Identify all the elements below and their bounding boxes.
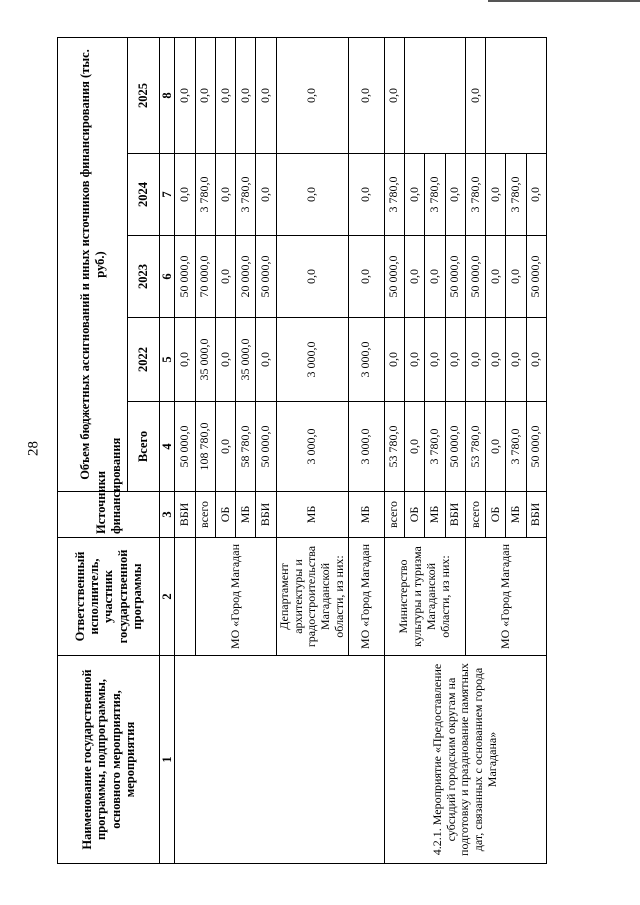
table-row xyxy=(175,38,195,864)
value-cell-empty xyxy=(404,38,465,154)
value-cell: 0,0 xyxy=(175,318,195,402)
value-cell: 0,0 xyxy=(256,38,276,154)
value-cell: 0,0 xyxy=(526,154,546,236)
event-name-cell: 4.2.1. Мероприятие «Предоставление субсидий городским округам на подготовку и празднование памятных дат, связанных с основанием города Магадана» xyxy=(384,656,546,864)
value-cell: 0,0 xyxy=(276,236,348,318)
value-cell: 3 000,0 xyxy=(276,402,348,492)
value-cell: 0,0 xyxy=(348,154,384,236)
name-cell-empty xyxy=(175,656,384,864)
value-cell: 70 000,0 xyxy=(195,236,215,318)
value-cell: 3 780,0 xyxy=(506,154,526,236)
value-cell: 3 780,0 xyxy=(425,154,445,236)
value-cell: 3 000,0 xyxy=(348,318,384,402)
value-cell: 50 000,0 xyxy=(175,402,195,492)
col-number: 8 xyxy=(160,38,175,154)
value-cell: 3 780,0 xyxy=(195,154,215,236)
value-cell: 50 000,0 xyxy=(445,402,465,492)
value-cell: 0,0 xyxy=(404,236,424,318)
col-number: 7 xyxy=(160,154,175,236)
value-cell: 0,0 xyxy=(276,154,348,236)
value-cell: 0,0 xyxy=(384,318,404,402)
value-cell: 58 780,0 xyxy=(236,402,256,492)
value-cell: 0,0 xyxy=(486,402,506,492)
executor-cell: МО «Город Магадан xyxy=(195,538,276,656)
source-cell: ВБИ xyxy=(256,492,276,538)
source-cell: всего xyxy=(195,492,215,538)
source-cell: МБ xyxy=(276,492,348,538)
value-cell: 0,0 xyxy=(256,154,276,236)
value-cell: 3 780,0 xyxy=(384,154,404,236)
executor-cell-empty xyxy=(175,538,195,656)
value-cell: 0,0 xyxy=(526,318,546,402)
value-cell: 0,0 xyxy=(486,154,506,236)
value-cell: 0,0 xyxy=(348,38,384,154)
header-2023: 2023 xyxy=(128,236,160,318)
source-cell: МБ xyxy=(236,492,256,538)
header-executor: Ответственный исполнитель, участник государственной программы xyxy=(58,538,160,656)
value-cell: 0,0 xyxy=(256,318,276,402)
col-number: 5 xyxy=(160,318,175,402)
value-cell: 0,0 xyxy=(276,38,348,154)
value-cell: 0,0 xyxy=(465,318,485,402)
value-cell: 3 780,0 xyxy=(425,402,445,492)
value-cell: 0,0 xyxy=(236,38,256,154)
executor-cell: МО «Город Магадан xyxy=(348,538,384,656)
value-cell: 50 000,0 xyxy=(384,236,404,318)
value-cell: 35 000,0 xyxy=(195,318,215,402)
value-cell: 0,0 xyxy=(175,154,195,236)
value-cell: 53 780,0 xyxy=(465,402,485,492)
value-cell: 20 000,0 xyxy=(236,236,256,318)
value-cell: 0,0 xyxy=(215,154,235,236)
value-cell: 108 780,0 xyxy=(195,402,215,492)
value-cell: 0,0 xyxy=(486,236,506,318)
value-cell: 50 000,0 xyxy=(526,402,546,492)
value-cell: 0,0 xyxy=(425,236,445,318)
header-2025: 2025 xyxy=(128,38,160,154)
budget-table xyxy=(57,37,547,864)
header-total: Всего xyxy=(128,402,160,492)
value-cell: 0,0 xyxy=(175,38,195,154)
executor-cell: МО «Город Магадан xyxy=(465,538,546,656)
source-cell: МБ xyxy=(506,492,526,538)
value-cell: 0,0 xyxy=(404,318,424,402)
source-cell: МБ xyxy=(425,492,445,538)
value-cell-empty xyxy=(486,38,547,154)
value-cell: 50 000,0 xyxy=(256,402,276,492)
col-number: 4 xyxy=(160,402,175,492)
value-cell: 0,0 xyxy=(506,236,526,318)
value-cell: 3 000,0 xyxy=(348,402,384,492)
header-budget-group: Объем бюджетных ассигнований и иных источников финансирования (тыс. руб.) xyxy=(58,38,128,492)
table-row xyxy=(384,38,404,864)
value-cell: 0,0 xyxy=(348,236,384,318)
source-cell: ВБИ xyxy=(445,492,465,538)
value-cell: 0,0 xyxy=(215,38,235,154)
source-cell: ВБИ xyxy=(526,492,546,538)
source-cell: ОБ xyxy=(486,492,506,538)
header-2022: 2022 xyxy=(128,318,160,402)
rotated-table-container xyxy=(57,38,547,864)
header-2024: 2024 xyxy=(128,154,160,236)
col-number: 1 xyxy=(160,656,175,864)
header-source: Источники финансирования xyxy=(58,492,160,538)
top-rule xyxy=(488,0,640,2)
page-number: 28 xyxy=(25,441,42,456)
value-cell: 50 000,0 xyxy=(256,236,276,318)
value-cell: 0,0 xyxy=(195,38,215,154)
value-cell: 0,0 xyxy=(384,38,404,154)
value-cell: 50 000,0 xyxy=(526,236,546,318)
source-cell: всего xyxy=(465,492,485,538)
value-cell: 50 000,0 xyxy=(465,236,485,318)
rule-gap xyxy=(528,2,558,20)
value-cell: 0,0 xyxy=(404,402,424,492)
value-cell: 3 780,0 xyxy=(236,154,256,236)
col-number: 6 xyxy=(160,236,175,318)
value-cell: 50 000,0 xyxy=(445,236,465,318)
value-cell: 0,0 xyxy=(486,318,506,402)
value-cell: 53 780,0 xyxy=(384,402,404,492)
source-cell: всего xyxy=(384,492,404,538)
value-cell: 50 000,0 xyxy=(175,236,195,318)
value-cell: 35 000,0 xyxy=(236,318,256,402)
value-cell: 0,0 xyxy=(215,236,235,318)
value-cell: 0,0 xyxy=(445,318,465,402)
value-cell: 0,0 xyxy=(465,38,485,154)
value-cell: 3 000,0 xyxy=(276,318,348,402)
value-cell: 0,0 xyxy=(215,402,235,492)
executor-cell: Департамент архитектуры и градостроительства Магаданской области, из них: xyxy=(276,538,348,656)
source-cell: ВБИ xyxy=(175,492,195,538)
value-cell: 0,0 xyxy=(425,318,445,402)
col-number: 3 xyxy=(160,492,175,538)
header-name: Наименование государственной программы, подпрограммы, основного мероприятия, мероприятия xyxy=(58,656,160,864)
executor-cell: Министерство культуры и туризма Магаданской области, из них: xyxy=(384,538,465,656)
value-cell: 0,0 xyxy=(404,154,424,236)
value-cell: 0,0 xyxy=(445,154,465,236)
rule-gap xyxy=(578,2,608,20)
value-cell: 3 780,0 xyxy=(465,154,485,236)
value-cell: 3 780,0 xyxy=(506,402,526,492)
source-cell: ОБ xyxy=(215,492,235,538)
source-cell: МБ xyxy=(348,492,384,538)
value-cell: 0,0 xyxy=(215,318,235,402)
col-number: 2 xyxy=(160,538,175,656)
source-cell: ОБ xyxy=(404,492,424,538)
value-cell: 0,0 xyxy=(506,318,526,402)
